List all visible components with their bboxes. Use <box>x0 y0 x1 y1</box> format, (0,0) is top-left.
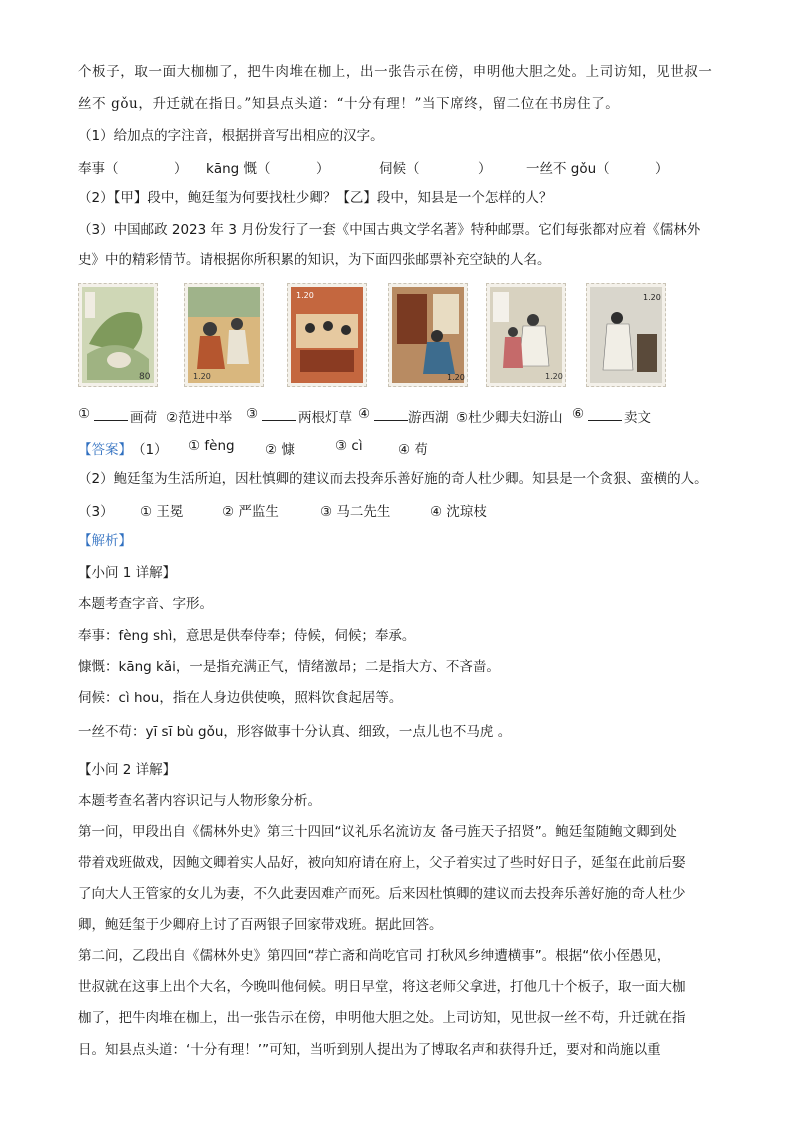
intro-line-1: 个板子，取一面大枷枷了，把牛肉堆在枷上，出一张告示在傍，申明他大胆之处。上司访知，见世叔一 <box>78 64 713 80</box>
svg-text:1.20: 1.20 <box>447 373 465 382</box>
label-1-blank <box>94 406 128 421</box>
q1-blank-close-2: ） <box>316 161 330 177</box>
section-1-line-3: 伺候：cì hou，指在人身边供使唤，照料饮食起居等。 <box>78 690 403 706</box>
answer-3-item-4: ④ 沈琼枝 <box>430 504 487 520</box>
stamp-2-image <box>184 283 264 387</box>
section-1-line-2: 慷慨：kāng kǎi，一是指充满正气，情绪激昂；二是指大方、不吝啬。 <box>78 659 500 675</box>
section-2-p1-line-2: 带着戏班做戏，因鲍文卿着实人品好，被向知府请在府上，父子着实过了些时好日子，延玺在此前后娶 <box>78 855 686 871</box>
question-2-prompt: （2）【甲】段中，鲍廷玺为何要找杜少卿？【乙】段中，知县是一个怎样的人？ <box>78 190 553 206</box>
answer-1-item-1: ① fèng <box>188 438 235 454</box>
section-1-line-1: 奉事：fèng shì，意思是供奉侍奉；侍候，伺候；奉承。 <box>78 628 416 644</box>
q1-blank-close-3: ） <box>478 161 492 177</box>
intro-line-2: 丝不 gǒu，升迁就在指日。”知县点头道：“十分有理！”当下席终，留二位在书房住了。 <box>78 96 620 112</box>
q1-item-cihou: 伺候（ <box>379 161 420 177</box>
answer-1-item-3: ③ cì <box>335 438 363 454</box>
label-3-blank <box>262 406 296 421</box>
label-4-text: 游西湖 <box>408 410 449 426</box>
q1-blank-close-1: ） <box>174 161 188 177</box>
answer-3-label: （3） <box>78 504 114 520</box>
svg-text:1.20: 1.20 <box>193 372 211 381</box>
answer-1-item-4: ④ 苟 <box>398 442 428 458</box>
label-4-number: ④ <box>358 406 371 422</box>
stamp-row <box>78 283 678 389</box>
section-1-line-4: 一丝不苟：yī sī bù gǒu，形容做事十分认真、细致，一点儿也不马虎 。 <box>78 724 512 740</box>
question-3-line-1: （3）中国邮政 2023 年 3 月份发行了一套《中国古典文学名著》特种邮票。它们每张都对应着《儒林外 <box>78 222 701 238</box>
svg-text:80: 80 <box>139 372 151 382</box>
section-2-p2-line-3: 枷了，把牛肉堆在枷上，出一张告示在傍，申明他大胆之处。上司访知，见世叔一丝不苟，升迁就在指 <box>78 1010 686 1026</box>
svg-text:1.20: 1.20 <box>545 372 563 381</box>
svg-text:1.20: 1.20 <box>296 291 314 300</box>
answer-1-item-2: ② 慷 <box>265 442 295 458</box>
section-1-heading: 【小问 1 详解】 <box>78 565 177 581</box>
q1-item-gou: 一丝不 gǒu（ <box>526 161 610 177</box>
section-1-intro: 本题考查字音、字形。 <box>78 596 213 612</box>
section-2-p2-line-4: 日。知县点头道：‘十分有理！’”可知，当听到别人提出为了博取名声和获得升迁，要对和尚施以重 <box>78 1042 661 1058</box>
svg-text:1.20: 1.20 <box>643 293 661 302</box>
section-2-p1-line-4: 卿，鲍廷玺于少卿府上讨了百两银子回家带戏班。据此回答。 <box>78 917 443 933</box>
stamp-5-image <box>486 283 566 387</box>
analysis-tag: 【解析】 <box>78 533 132 549</box>
q1-item-fengshi: 奉事（ <box>78 161 119 177</box>
label-1-text: 画荷 <box>130 410 157 426</box>
answer-3-item-3: ③ 马二先生 <box>320 504 391 520</box>
label-3-number: ③ <box>246 406 259 422</box>
q1-blank-close-4: ） <box>655 161 669 177</box>
question-3-line-2: 史》中的精彩情节。请根据你所积累的知识，为下面四张邮票补充空缺的人名。 <box>78 252 551 268</box>
label-6-number: ⑥ <box>572 406 585 422</box>
label-5-text: ⑤杜少卿夫妇游山 <box>456 410 563 426</box>
label-6-blank <box>588 406 622 421</box>
section-2-p1-line-1: 第一问，甲段出自《儒林外史》第三十四回“议礼乐名流访友 备弓旌天子招贤”。鲍廷玺随鲍文卿到处 <box>78 824 677 840</box>
label-4-blank <box>374 406 408 421</box>
label-2-text: ②范进中举 <box>166 410 233 426</box>
section-2-p2-line-1: 第二问，乙段出自《儒林外史》第四回“荐亡斋和尚吃官司 打秋风乡绅遭横事”。根据“依小侄愚见， <box>78 948 671 964</box>
section-2-intro: 本题考查名著内容识记与人物形象分析。 <box>78 793 321 809</box>
question-1-prompt: （1）给加点的字注音，根据拼音写出相应的汉字。 <box>78 128 384 144</box>
stamp-1-image <box>78 283 158 387</box>
answer-3-item-2: ② 严监生 <box>222 504 279 520</box>
section-2-p2-line-2: 世叔就在这事上出个大名，今晚叫他伺候。明日早堂，将这老师父拿进，打他几十个板子，取一面大枷 <box>78 979 686 995</box>
label-6-text: 卖文 <box>624 410 651 426</box>
stamp-6-image <box>586 283 666 387</box>
section-2-p1-line-3: 了向大人王管家的女儿为妻，不久此妻因难产而死。后来因杜慎卿的建议而去投奔乐善好施的奇人杜少 <box>78 886 686 902</box>
label-3-text: 两根灯草 <box>298 410 352 426</box>
stamp-4-image <box>388 283 468 387</box>
answer-3-item-1: ① 王冕 <box>140 504 184 520</box>
section-2-heading: 【小问 2 详解】 <box>78 762 177 778</box>
answer-1-label: （1） <box>132 442 168 458</box>
q1-item-kangkai: kāng 慨（ <box>206 161 271 177</box>
answer-2: （2）鲍廷玺为生活所迫，因杜慎卿的建议而去投奔乐善好施的奇人杜少卿。知县是一个贪狠、蛮横的人。 <box>78 471 708 487</box>
label-1-number: ① <box>78 406 91 422</box>
answer-tag: 【答案】 <box>78 442 132 458</box>
stamp-3-image <box>287 283 367 387</box>
